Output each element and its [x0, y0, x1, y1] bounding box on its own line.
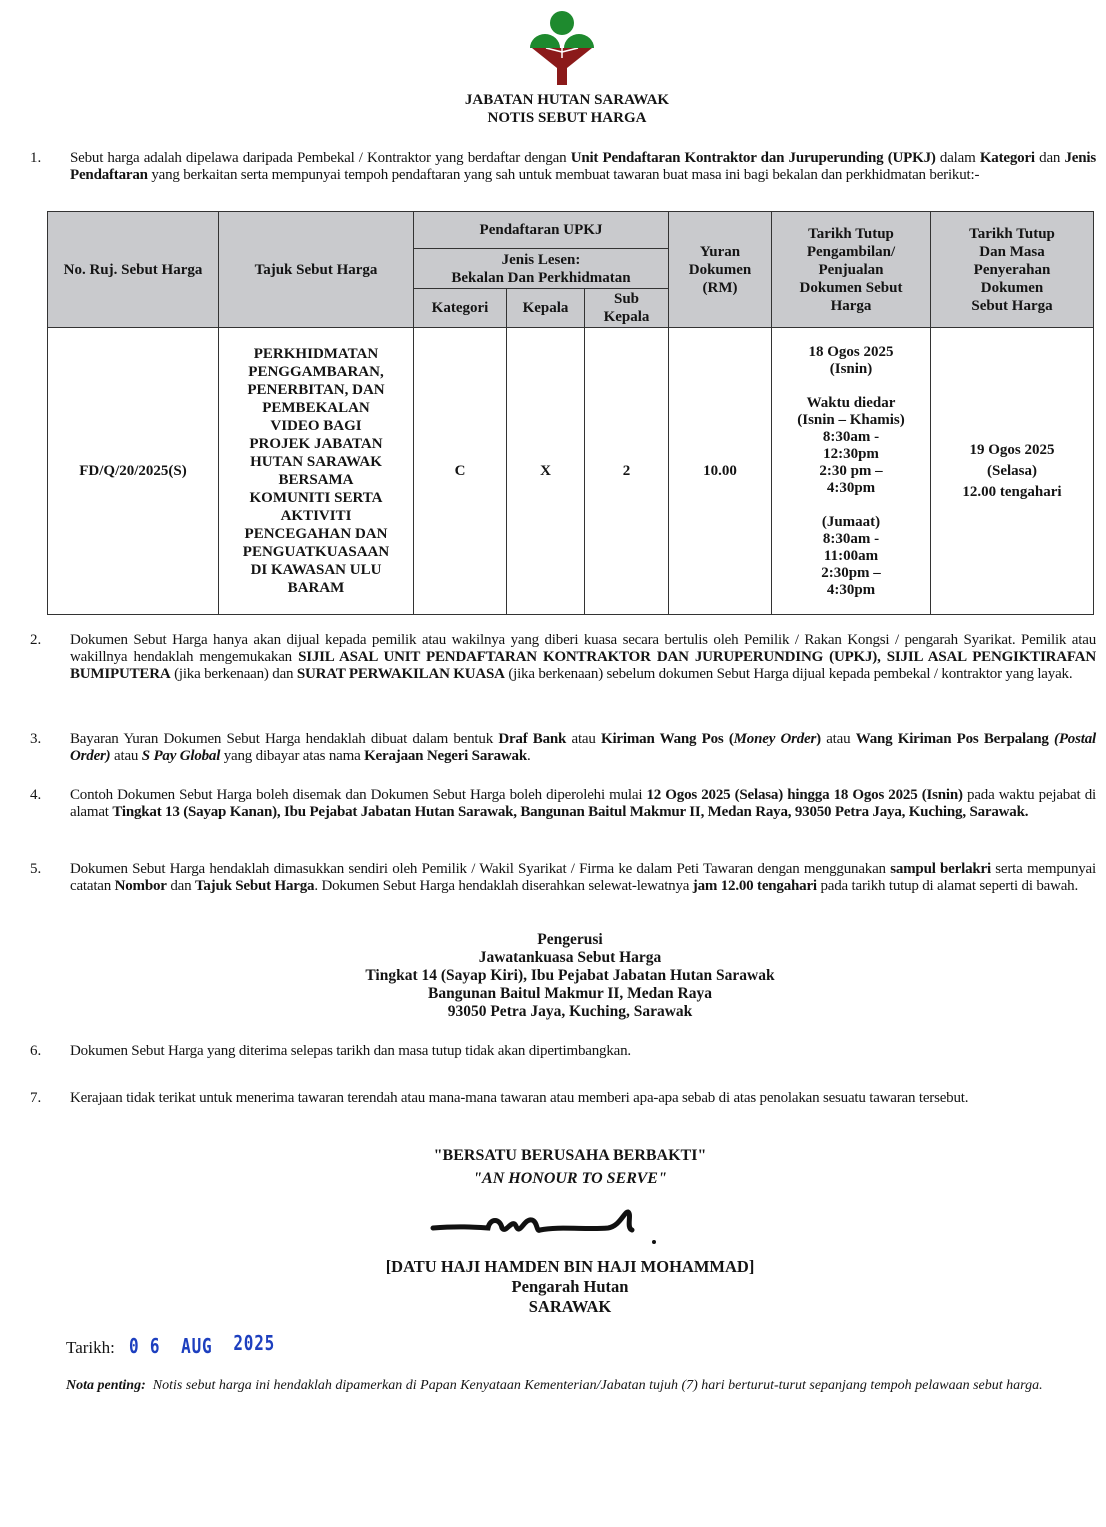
text-line: [775, 378, 927, 395]
paragraph-text: [70, 632, 1096, 683]
bold-text: Kategori: [979, 150, 1035, 166]
text-line: PEMBEKALAN: [262, 400, 370, 416]
cell-subhead: 2: [585, 328, 669, 615]
cell-title: [219, 328, 414, 615]
text-line: Tarikh Tutup: [969, 225, 1055, 242]
signatory-position: Pengarah Hutan: [511, 1277, 629, 1296]
text-line: AKTIVITI: [280, 508, 352, 524]
date-line: [66, 1331, 312, 1358]
text-line: PERKHIDMATAN: [253, 346, 379, 362]
text-segment: .: [526, 748, 531, 764]
text-line: 12:30pm: [823, 445, 879, 462]
paragraph-number: 2.: [30, 632, 42, 648]
text-line: BERSAMA: [278, 472, 354, 488]
text-line: Jenis Lesen:: [501, 251, 581, 268]
text-segment: dalam: [935, 150, 980, 166]
text-segment: yang dibayar atas nama: [220, 748, 365, 764]
paragraph-number: 7.: [30, 1090, 42, 1106]
table-row: [48, 328, 1094, 615]
text-line: Penyerahan: [973, 261, 1051, 278]
header-title: Tajuk Sebut Harga: [219, 212, 414, 328]
cell-category: C: [414, 328, 507, 615]
paragraph-text: [70, 1090, 1096, 1107]
paragraph-text: [70, 861, 1096, 895]
document-title: NOTIS SEBUT HARGA: [487, 110, 647, 126]
text-line: 8:30am -: [822, 428, 880, 445]
bold-text: Tajuk Sebut Harga: [194, 878, 315, 894]
text-line: 4:30pm: [826, 581, 876, 598]
signatory-block: [0, 1257, 1106, 1317]
org-name: JABATAN HUTAN SARAWAK: [464, 92, 670, 108]
text-segment: pada tarikh tutup di alamat seperti di bawah.: [816, 878, 1079, 894]
header-license: [414, 249, 669, 289]
text-line: 18 Ogos 2025: [808, 343, 894, 360]
paragraph-text: [70, 787, 1096, 821]
text-line: [775, 497, 927, 514]
cell-ref: FD/Q/20/2025(S): [48, 328, 219, 615]
header-ref: No. Ruj. Sebut Harga: [48, 212, 219, 328]
text-segment: Sebut harga adalah dipelawa daripada Pembekal / Kontraktor yang berdaftar dengan: [70, 150, 571, 166]
text-line: Yuran: [699, 243, 741, 260]
bold-text: sampul berlakri: [890, 861, 991, 877]
bold-text: Nombor: [114, 878, 167, 894]
text-line: 2:30 pm –: [819, 462, 883, 479]
cell-fee: 10.00: [669, 328, 772, 615]
text-line: BARAM: [287, 580, 345, 596]
text-line: HUTAN SARAWAK: [250, 454, 382, 470]
text-segment: Dokumen Sebut Harga yang diterima selepas tarikh dan masa tutup tidak akan dipertimbangkan.: [70, 1043, 631, 1059]
text-line: Sebut Harga: [971, 297, 1053, 314]
bold-text: SURAT PERWAKILAN KUASA: [296, 666, 505, 682]
text-line: 19 Ogos 2025: [969, 441, 1055, 458]
text-line: Tarikh Tutup: [808, 225, 894, 242]
paragraph-number: 4.: [30, 787, 42, 803]
text-line: Pengambilan/: [806, 243, 896, 260]
text-line: Bekalan Dan Perkhidmatan: [451, 269, 631, 286]
text-line: Bangunan Baitul Makmur II, Medan Raya: [428, 985, 712, 1002]
text-line: Waktu diedar: [806, 394, 896, 411]
bold-text: jam 12.00 tengahari: [692, 878, 817, 894]
text-line: 12.00 tengahari: [962, 483, 1062, 500]
paragraph-number: 3.: [30, 731, 42, 747]
text-line: Sub: [613, 291, 640, 307]
text-line: Kepala: [603, 309, 650, 325]
date-stamp: [129, 1331, 276, 1358]
paragraph-number: 6.: [30, 1043, 42, 1059]
bold-text: Jenis Pendaftaran: [70, 150, 1096, 183]
text-segment: dan: [1034, 150, 1065, 166]
text-line: 93050 Petra Jaya, Kuching, Sarawak: [447, 1003, 693, 1020]
text-line: Dokumen Sebut: [799, 279, 903, 296]
header-submit-close: [931, 212, 1094, 328]
signatory-name: [DATU HAJI HAMDEN BIN HAJI MOHAMMAD]: [385, 1257, 755, 1276]
text-line: 2:30pm –: [821, 564, 881, 581]
cell-sale-close: [772, 328, 931, 615]
paragraph-text: [70, 731, 1096, 765]
text-line: PENGUATKUASAAN: [242, 544, 390, 560]
bold-text: Tingkat 13 (Sayap Kanan), Ibu Pejabat Jabatan Hutan Sarawak, Bangunan Baitul Makmur II, Medan Raya, 93050 Petra Jaya, Kuching, Sarawak.: [112, 804, 1029, 820]
text-line: Harga: [830, 297, 872, 314]
cell-head: X: [507, 328, 585, 615]
motto: [0, 1144, 1106, 1190]
text-segment: yang berkaitan serta mempunyai tempoh pendaftaran yang sah untuk membuat tawaran buat masa ini bagi bekalan dan perkhidmatan berikut:-: [147, 167, 980, 183]
note-label: Nota penting:: [66, 1378, 146, 1393]
text-line: (Jumaat): [821, 513, 881, 530]
text-segment: Kerajaan tidak terikat untuk menerima tawaran terendah atau mana-mana tawaran atau memberi apa-apa sebab di atas penolakan sesuatu tawaran tersebut.: [70, 1090, 969, 1106]
bold-text: ): [816, 731, 821, 747]
paragraph-number: 1.: [30, 150, 42, 166]
text-segment: Dokumen Sebut Harga hanya akan dijual kepada pemilik atau wakilnya yang diberi kuasa secara bertulis oleh Pemilik / Rakan Kongsi / pengarah Syarikat. Pemilik atau wakillnya hendaklah mengemukakan: [70, 632, 1096, 665]
text-line: Dan Masa: [979, 243, 1045, 260]
important-note: [66, 1377, 1076, 1394]
text-segment: (jika berkenaan) dan: [170, 666, 297, 682]
stamp-year: 2025: [233, 1331, 276, 1355]
text-line: Dokumen: [980, 279, 1044, 296]
bold-text: Kerajaan Negeri Sarawak: [364, 748, 527, 764]
paragraph-text: [70, 1043, 1096, 1060]
bold-text: Unit Pendaftaran Kontraktor dan Juruperunding (UPKJ): [570, 150, 936, 166]
text-line: Penjualan: [818, 261, 884, 278]
text-segment: atau: [110, 748, 142, 764]
document-header: [0, 91, 1106, 127]
header-fee: [669, 212, 772, 328]
bold-text: Money Order: [733, 731, 817, 747]
bold-text: S Pay Global: [141, 748, 221, 764]
text-line: 11:00am: [823, 547, 879, 564]
bold-text: (Postal Order): [70, 731, 1096, 764]
header-sale-close: [772, 212, 931, 328]
bold-text: Wang Kiriman Pos Berpalang: [855, 731, 1055, 747]
text-segment: atau: [820, 731, 856, 747]
text-segment: dan: [166, 878, 195, 894]
text-line: PENGGAMBARAN,: [248, 364, 384, 380]
text-line: (Selasa): [987, 462, 1037, 479]
text-line: VIDEO BAGI: [270, 418, 362, 434]
text-line: 8:30am -: [822, 530, 880, 547]
quotation-table: [47, 211, 1094, 615]
header-category: Kategori: [414, 289, 507, 328]
cell-submit-close: [931, 328, 1094, 615]
stamp-day: 0 6: [129, 1334, 161, 1358]
paragraph-text: [70, 150, 1096, 184]
text-line: Jawatankuasa Sebut Harga: [478, 949, 662, 966]
date-label: Tarikh:: [66, 1338, 115, 1357]
text-segment: serta mempunyai catatan: [70, 861, 1096, 894]
text-segment: . Dokumen Sebut Harga hendaklah diserahkan selewat-lewatnya: [314, 878, 693, 894]
text-line: Dokumen: [688, 261, 752, 278]
text-segment: pada waktu pejabat di alamat: [70, 787, 1096, 820]
bold-text: 12 Ogos 2025 (Selasa) hingga 18 Ogos 2025 (Isnin): [646, 787, 963, 803]
text-line: DI KAWASAN ULU: [250, 562, 382, 578]
text-line: PENERBITAN, DAN: [247, 382, 385, 398]
header-subhead: [585, 289, 669, 328]
text-line: (Isnin): [829, 360, 873, 377]
text-line: 4:30pm: [826, 479, 876, 496]
text-segment: Bayaran Yuran Dokumen Sebut Harga hendaklah dibuat dalam bentuk: [70, 731, 499, 747]
text-line: Tingkat 14 (Sayap Kiri), Ibu Pejabat Jabatan Hutan Sarawak: [365, 967, 775, 984]
text-segment: Dokumen Sebut Harga hendaklah dimasukkan sendiri oleh Pemilik / Wakil Syarikat / Firma ke dalam Peti Tawaran dengan menggunakan: [70, 861, 891, 877]
motto-english: "AN HONOUR TO SERVE": [473, 1170, 667, 1187]
motto-malay: "BERSATU BERUSAHA BERBAKTI": [433, 1147, 707, 1164]
header-head: Kepala: [507, 289, 585, 328]
text-segment: Contoh Dokumen Sebut Harga boleh disemak dan Dokumen Sebut Harga boleh diperolehi mulai: [70, 787, 647, 803]
note-text: Notis sebut harga ini hendaklah dipamerkan di Papan Kenyataan Kementerian/Jabatan tujuh (7) hari berturut-turut sepanjang tempoh pelawaan sebut harga.: [152, 1378, 1043, 1393]
text-line: PROJEK JABATAN: [249, 436, 383, 452]
paragraph-number: 5.: [30, 861, 42, 877]
text-line: (Isnin – Khamis): [797, 411, 905, 428]
signature: [428, 1206, 663, 1248]
text-segment: atau: [566, 731, 601, 747]
header-upkj: Pendaftaran UPKJ: [414, 212, 669, 249]
text-line: KOMUNITI SERTA: [249, 490, 383, 506]
forest-department-logo: [526, 10, 598, 85]
text-line: (RM): [702, 279, 738, 296]
signatory-state: SARAWAK: [528, 1297, 612, 1316]
text-segment: (jika berkenaan) sebelum dokumen Sebut Harga dijual kepada pembekal / kontraktor yang layak.: [504, 666, 1073, 682]
bold-text: Draf Bank: [498, 731, 567, 747]
bold-text: SIJIL ASAL UNIT PENDAFTARAN KONTRAKTOR DAN JURUPERUNDING (UPKJ), SIJIL ASAL PENGIKTIRAFAN BUMIPUTERA: [70, 649, 1096, 682]
address-block: [0, 931, 1106, 1021]
stamp-month: AUG: [181, 1334, 213, 1358]
bold-text: Kiriman Wang Pos (: [601, 731, 734, 747]
text-line: Pengerusi: [537, 931, 603, 948]
text-line: PENCEGAHAN DAN: [244, 526, 388, 542]
